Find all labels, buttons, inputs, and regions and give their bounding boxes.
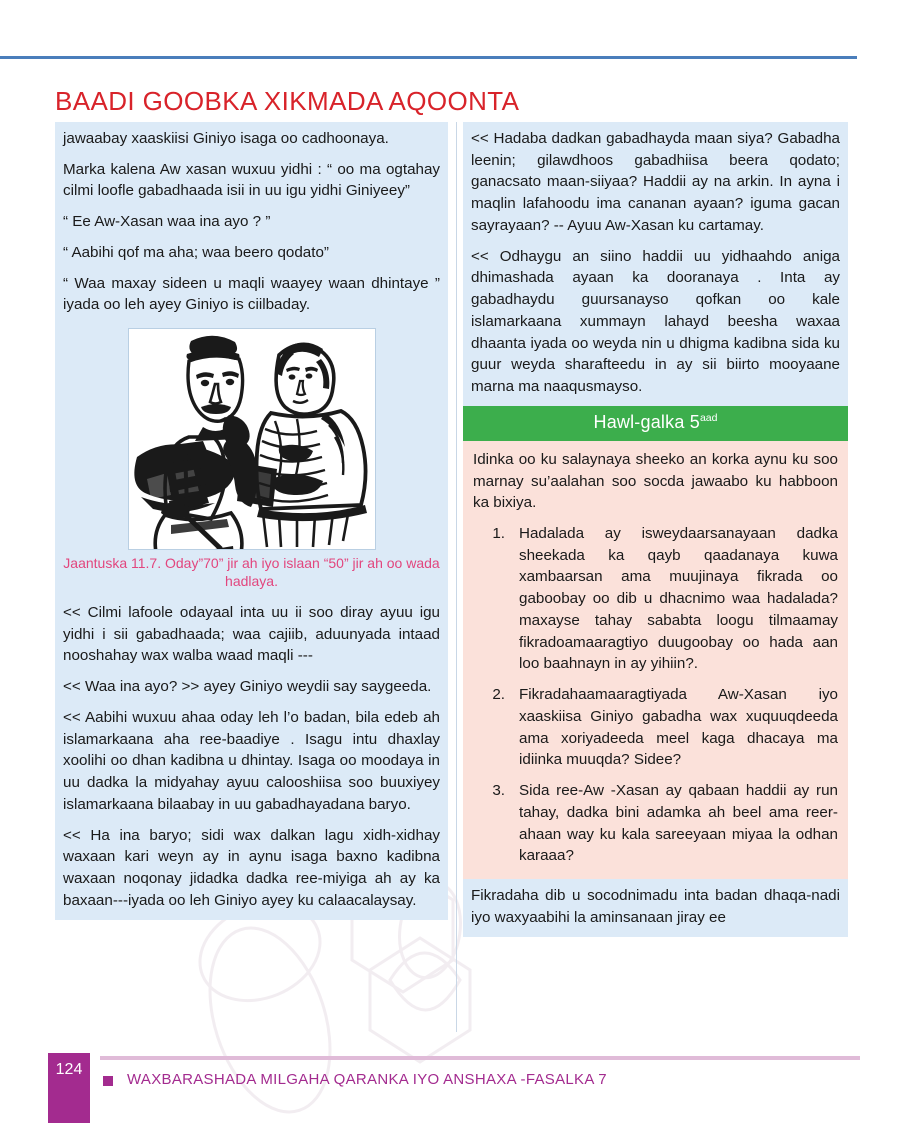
activity-question-list — [473, 523, 838, 867]
paragraph: “ Waa maxay sideen u maqli waayey waan dhintaye ” iyada oo leh ayey Giniyo is ciilbaday. — [63, 274, 440, 314]
paragraph: Marka kalena Aw xasan wuxuu yidhi : “ oo ma ogtahay cilmi loofle gabadhaada isii in uu igu yidhi Giniyeey” — [63, 160, 440, 200]
page-title: BAADI GOOBKA XIKMADA AQOONTA — [55, 86, 520, 117]
footer-bullet-icon — [103, 1076, 113, 1086]
illustration-elderly-man-and-woman — [128, 328, 376, 550]
figure-block — [55, 324, 448, 596]
paragraph: << Aabihi wuxuu ahaa oday leh l’o badan, bila edeb ah islamarkaana aha ree-baadiye . Isagu intu dhaxlay xoolihi oo dhan kadibna u dhintay. Isaga oo moodaya in uu dadka la midyahay ayuu calooshiisa soo buuxiyey islamarkaana bilaabay in uu gabadhayadana baryo. — [63, 708, 440, 813]
illustration-svg — [129, 329, 375, 549]
list-item: Sida ree-Aw -Xasan ay qabaan haddii ay run tahay, dadka bini adamka ah beel ama reer-ahaan way ku kala sareeyaan miyaa la odhan karaaa? — [519, 782, 838, 865]
list-item: Hadalada ay isweydaarsanayaan dadka sheekada ka qayb qaadanaya kuwa xambaarsan ama muujinaya fikrada oo gaboobay oo dib u dhacnimo waa hadalada? maxayse tahay sababta loogu tilmaamay fikradoamaaragtiyo duugoobay oo hada aan loo baahnayn in ay yihiin?. — [519, 525, 838, 673]
activity-header-banner — [463, 406, 848, 441]
right-top-text-panel — [463, 122, 848, 406]
footer-rule — [100, 1056, 860, 1060]
left-column — [55, 122, 448, 1032]
footer-title: WAXBARASHADA MILGAHA QARANKA IYO ANSHAXA -FASALKA 7 — [127, 1071, 607, 1088]
left-bottom-text-panel — [55, 596, 448, 920]
paragraph: Fikradaha dib u socodnimadu inta badan dhaqa-nadi iyo waxyaabihi la aminsanaan jiray ee — [471, 887, 840, 926]
paragraph: << Cilmi lafoole odayaal inta uu ii soo diray ayuu igu yidhi i sii gabadhaada; waa cajiib, aduunyada intaad nooshahay wax walba waad maqli --- — [63, 603, 440, 665]
paragraph: “ Ee Aw-Xasan waa ina ayo ? ” — [63, 213, 271, 231]
activity-intro: Idinka oo ku salaynaya sheeko an korka aynu ku soo marnay su’aalahan soo socda jawaabo ku habboon ka bixiya. — [473, 450, 838, 512]
list-item: Fikradahaamaaragtiyada Aw-Xasan iyo xaaskiisa Giniyo gabadha wax xuquuqdeeda ama xoriyadeeda meel kaga dhacaya ma idiinka muuqda? Sidee? — [519, 686, 838, 769]
activity-label: Hawl-galka 5 — [593, 411, 700, 432]
activity-ordinal-suffix: aad — [699, 411, 718, 424]
paragraph: << Waa ina ayo? >> ayey Giniyo weydii say saygeeda. — [63, 678, 432, 696]
page-footer — [0, 1045, 900, 1125]
top-divider-rule — [0, 56, 857, 59]
column-divider — [456, 122, 457, 1032]
paragraph: << Odhaygu an siino haddii uu yidhaahdo aniga dhimashada ayaan ka dooranaya . Inta ay gabadhaydu guursanayso qofkan oo kale islamarkaana xummayn lahayd beesha waxaa dhaanta iyada oo weyda nin u dhigma kadibna sida ku guur weyda sharafteedu in ay sii biirto mooyaane marna ma naaqusmayso. — [471, 247, 840, 396]
paragraph: << Hadaba dadkan gabadhayda maan siya? Gabadha leenin; gilawdhoos gabadhiisa beera qodato; ganacsato maan-siiyaa? Haddii ay na arkin. In ayna i maqlin lafahoodu ima cananan ayaan? iguma gacan sayrayaan? -- Ayuu Aw-Xasan ku cartamay. — [471, 130, 840, 234]
right-bottom-text-panel — [463, 879, 848, 936]
page-number-badge: 124 — [48, 1053, 90, 1125]
paragraph: << Ha ina baryo; sidi wax dalkan lagu xidh-xidhay waxaan kari weyn ay in aynu isaga baxno kadibna waxaan noqonay jidadka dadka ree-miyiga ah ay ka baxaan---iyada oo leh Giniyo ayey ku calaacalaysay. — [63, 826, 440, 909]
activity-body-panel — [463, 441, 848, 879]
figure-caption: Jaantuska 11.7. Oday”70” jir ah iyo islaan “50” jir ah oo wada hadlaya. — [63, 555, 440, 590]
right-column — [463, 122, 848, 1032]
left-top-text-panel — [55, 122, 448, 324]
paragraph: “ Aabihi qof ma aha; waa beero qodato” — [63, 243, 329, 261]
page-content — [55, 122, 848, 1032]
paragraph: jawaabay xaaskiisi Giniyo isaga oo cadhoonaya. — [63, 130, 389, 147]
